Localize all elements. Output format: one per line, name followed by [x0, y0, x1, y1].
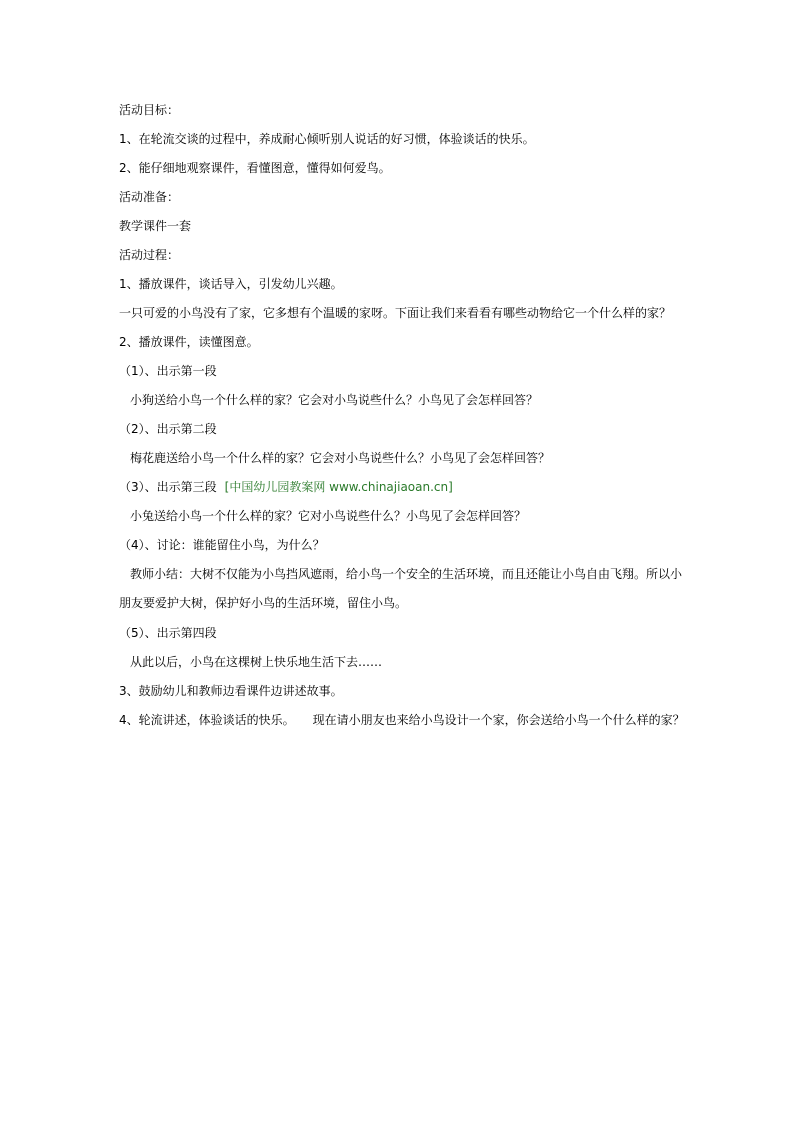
process-step-3: 3、鼓励幼儿和教师边看课件边讲述故事。	[119, 684, 343, 698]
process-step-4: 4、轮流讲述，体验谈话的快乐。	[119, 713, 295, 727]
process-step-2: 2、播放课件，读懂图意。	[119, 335, 259, 349]
sub-step-2-text: 梅花鹿送给小鸟一个什么样的家？它会对小鸟说些什么？小鸟见了会怎样回答？	[130, 451, 551, 465]
section-heading-goals: 活动目标：	[119, 103, 180, 117]
sub-step-3-row	[119, 479, 689, 495]
teacher-summary-text: 教师小结：大树不仅能为小鸟挡风遮雨，给小鸟一个安全的生活环境，而且还能让小鸟自由飞翔。所以小朋友要爱护大树，保护好小鸟的生活环境，留住小鸟。	[119, 567, 683, 610]
teacher-summary	[119, 560, 689, 618]
sub-step-1-text: 小狗送给小鸟一个什么样的家？它会对小鸟说些什么？小鸟见了会怎样回答？	[130, 393, 539, 407]
process-step-1-text: 一只可爱的小鸟没有了家，它多想有个温暖的家呀。下面让我们来看看有哪些动物给它一个什么样的家？	[119, 306, 672, 320]
section-heading-process: 活动过程：	[119, 248, 180, 262]
process-step-1: 1、播放课件，谈话导入，引发幼儿兴趣。	[119, 277, 343, 291]
preparation-item: 教学课件一套	[119, 219, 192, 233]
sub-step-3: （3）、出示第三段	[119, 480, 217, 494]
process-step-4-row	[119, 712, 689, 728]
process-step-4-text: 现在请小朋友也来给小鸟设计一个家，你会送给小鸟一个什么样的家？	[312, 713, 685, 727]
section-heading-preparation: 活动准备：	[119, 190, 180, 204]
goal-item-1: 1、在轮流交谈的过程中，养成耐心倾听别人说话的好习惯，体验谈话的快乐。	[119, 132, 535, 146]
goal-item-2: 2、能仔细地观察课件，看懂图意，懂得如何爱鸟。	[119, 161, 391, 175]
source-site-link[interactable]: [中国幼儿园教案网 www.chinajiaoan.cn]	[224, 480, 453, 494]
sub-step-1: （1）、出示第一段	[119, 364, 217, 378]
lesson-plan-body	[119, 102, 689, 741]
sub-step-2: （2）、出示第二段	[119, 422, 217, 436]
sub-step-5-text: 从此以后，小鸟在这棵树上快乐地生活下去……	[130, 655, 383, 669]
sub-step-5: （5）、出示第四段	[119, 626, 217, 640]
sub-step-4: （4）、讨论：谁能留住小鸟，为什么？	[119, 538, 325, 552]
sub-step-3-text: 小兔送给小鸟一个什么样的家？它对小鸟说些什么？小鸟见了会怎样回答？	[130, 509, 527, 523]
